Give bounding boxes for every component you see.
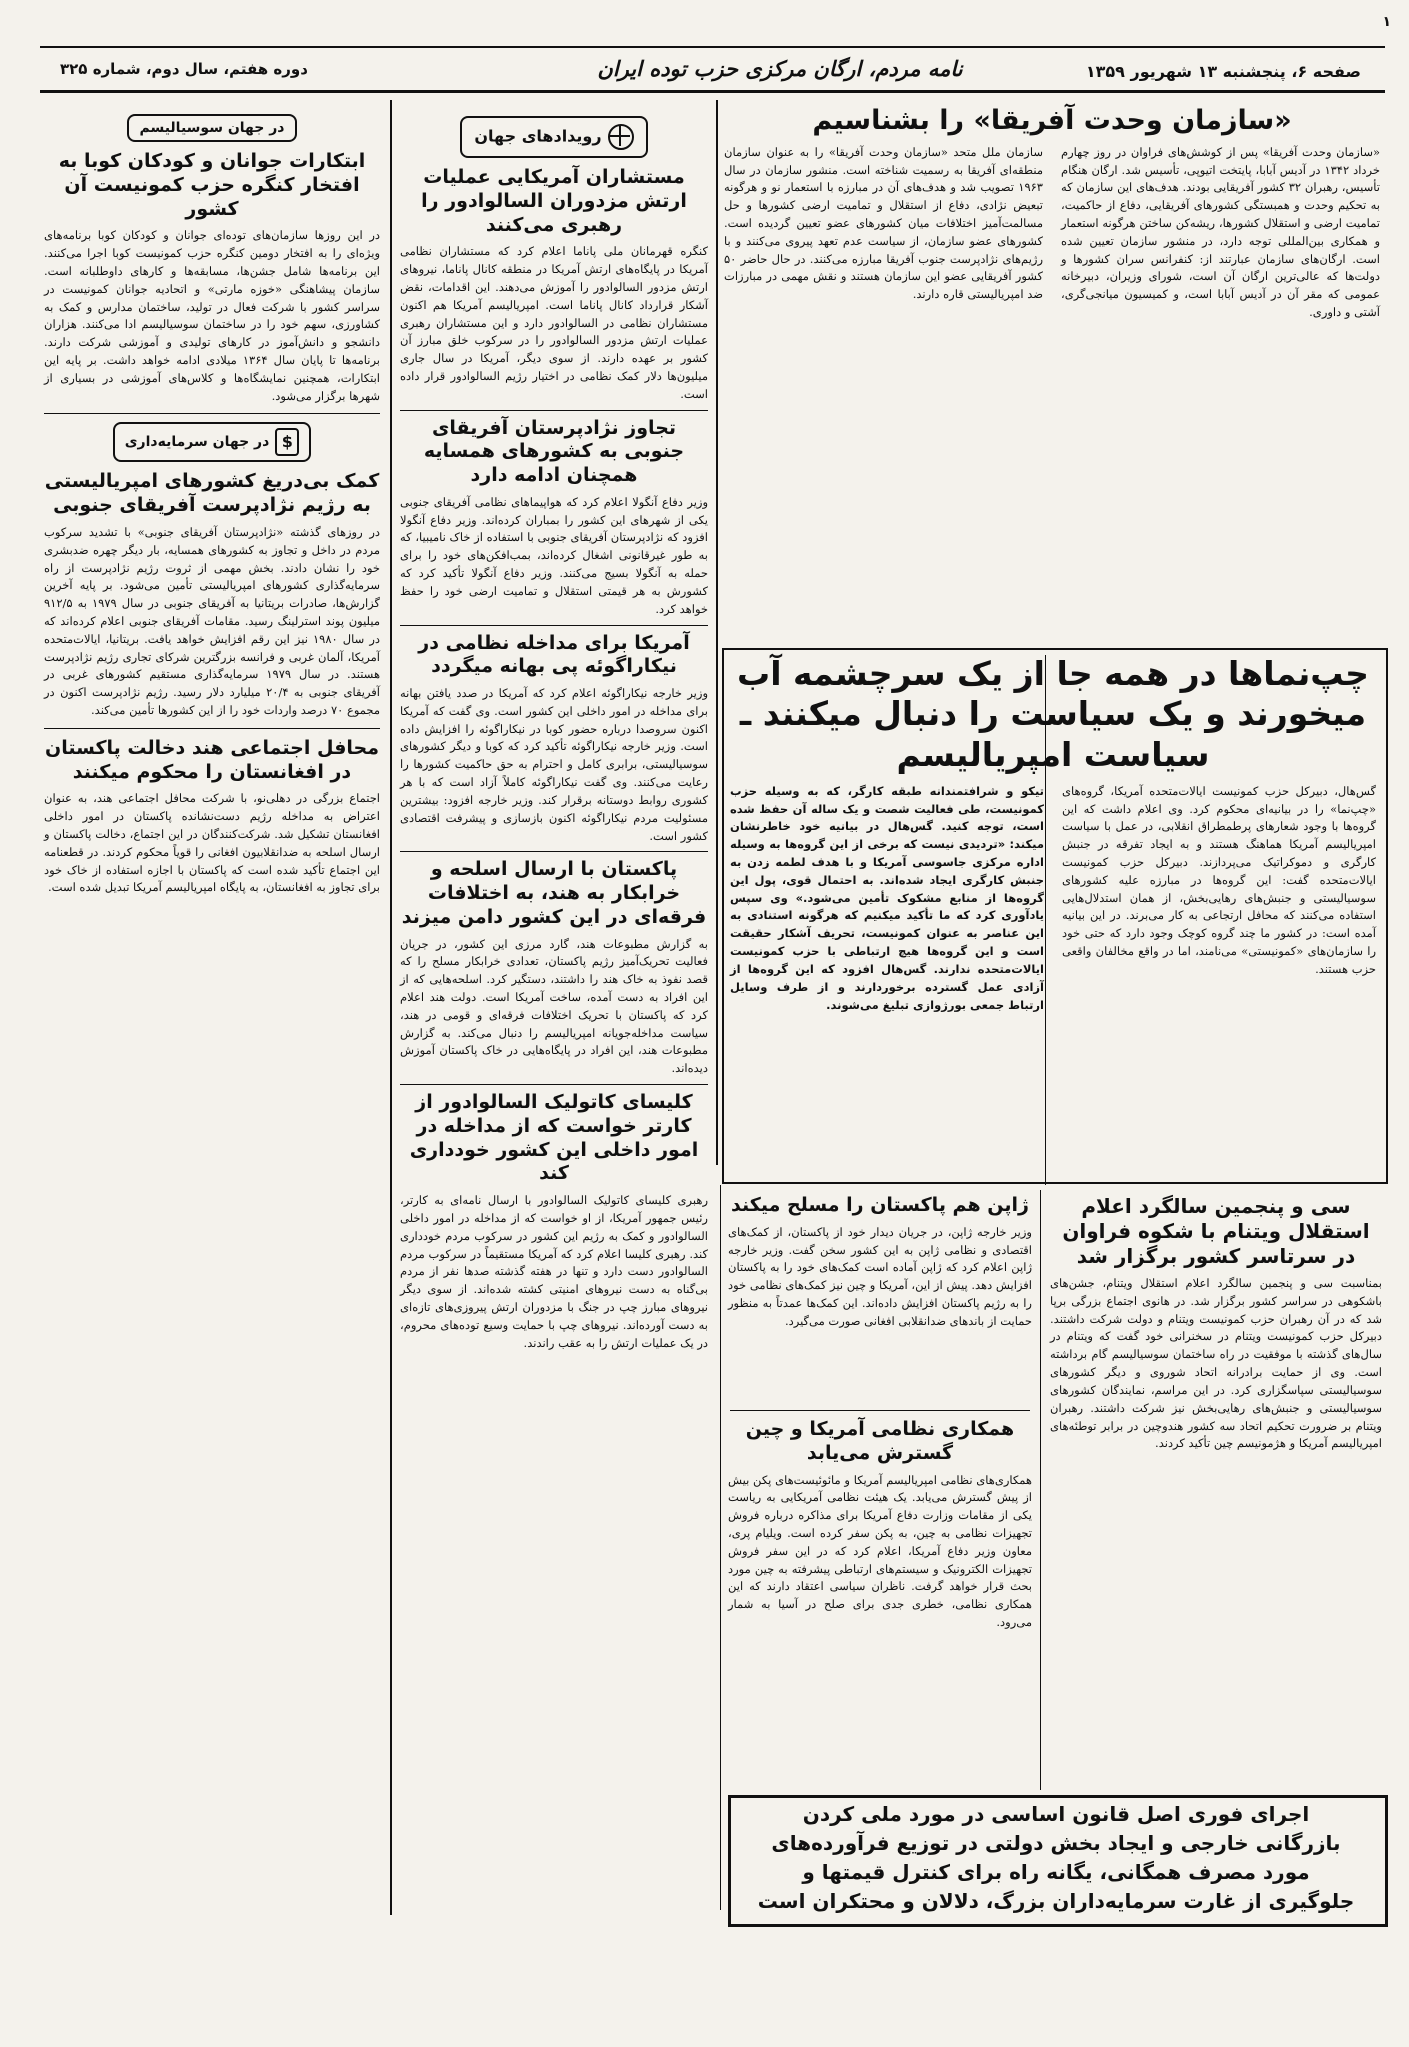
angola-title: تجاوز نژادپرستان آفریقای جنوبی به کشورهای همسایه همچنان ادامه دارد — [423, 416, 685, 487]
vietnam-title: سی و پنجمین سالگرد اعلام استقلال ویتنام با شکوه فراوان در سرتاسر کشور برگزار شد — [1062, 1194, 1370, 1268]
s-africa-aid-body: در روزهای گذشته «نژادپرستان آفریقای جنوبی» با تشدید سرکوب مردم در داخل و تجاوز به کشورهای همسایه، بار دیگر چهره ضدبشری خود را نشان دادند. بخش مهمی از ثروت رژیم نژادپرست از راه سرمایه‌گذاری کشورهای امپریالیستی تأمین می‌شود. بر پایه آخرین گزارش‌ها، صادرات بریتانیا به آفریقای جنوبی در سال ۱۹۷۹ به ۹۱۲/۵ میلیون پوند استرلینگ رسید. مقامات آفریقای جنوبی اعلام کرده‌اند که در سال ۱۹۸۰ نیز این رقم افزایش خواهد یافت. بریتانیا، ایالات‌متحده آمریکا، آلمان غربی و فرانسه بزرگترین شرکای تجاری رژیم نژادپرست هستند. در سال ۱۹۷۹ سرمایه‌گذاری مستقیم کشورهای غربی در آفریقای جنوبی به ۲۰/۴ میلیارد دلار رسید. رژیم نژادپرست اکنون در مجموع ۷۰ درصد واردات خود را از این کشورها تأمین می‌کند. — [44, 524, 381, 717]
slogan-line: جلوگیری از غارت سرمایه‌داران بزرگ، دلالان و محتکران است — [757, 1889, 1355, 1913]
capitalism-section-label: در جهان سرمایه‌داری — [124, 434, 270, 451]
column-divider — [716, 100, 718, 1165]
leftists-col-right: گس‌هال، دبیرکل حزب کمونیست ایالات‌متحده آمریکا، گروه‌های «چپ‌نما» را در بیانیه‌ای محکوم کرد. وی اعلام داشت که این گروه‌ها با وجود شعارهای پرطمطراق انقلابی، در عمل با سیاست امپریالیسم آمریکا هماهنگ هستند و به ایجاد تفرقه در جنبش کارگری و دموکراتیک می‌پردازند. دبیرکل حزب کمونیست ایالات‌متحده گفت: این گروه‌ها در مبارزه علیه کشورهای سوسیالیستی و جنبش‌های رهایی‌بخش، از همان استدلال‌هایی استفاده می‌کنند که محافل ارتجاعی به کار می‌برند. در این بیانیه آمده است: در کشور ما چند گروه کوچک وجود دارد که حتی خود را سازمان‌های «کمونیستی» می‌نامند، اما در واقع مخالفان واقعی حزب هستند. — [1062, 783, 1376, 976]
cia-body: کنگره قهرمانان ملی پاناما اعلام کرد که مستشاران نظامی آمریکا در پایگاه‌های ارتش آمریکا در منطقه کانال پاناما، نیروهای ارتش مزدور السالوادور را آموزش می‌دهند. این اقدامات، نقض آشکار قرارداد کانال پاناما است. امپریالیسم آمریکا هم اکنون مستشاران نظامی در السالوادور دارد و این مستشاران رهبری عملیات ارتش مزدور السالوادور را در سرکوب خلق مبارز آن کشور بر عهده دارند. از سوی دیگر، آمریکا در سال جاری میلیون‌ها دلار کمک نظامی در اختیار رژیم السالوادور قرار داده است. — [400, 244, 708, 401]
leftists-article — [728, 652, 1378, 1176]
newspaper-name: نامه مردم، ارگان مرکزی حزب توده ایران — [597, 56, 963, 81]
us-china-title: همکاری نظامی آمریکا و چین گسترش می‌یابد — [745, 1418, 1015, 1464]
left-column — [42, 110, 382, 1910]
cuba-title: ابتکارات جوانان و کودکان کوبا به افتخار کنگره حزب کمونیست آن کشور — [58, 150, 366, 220]
leftists-title: چپ‌نماها در همه جا از یک سرچشمه آب میخورند و یک سیاست را دنبال میکنند ـ سیاست امپریالیسم — [737, 654, 1369, 774]
globe-icon — [608, 124, 634, 150]
oau-title: «سازمان وحدت آفریقا» را بشناسیم — [812, 105, 1292, 136]
vietnam-body: بمناسبت سی و پنجمین سالگرد اعلام استقلال ویتنام، جشن‌های باشکوهی در سراسر کشور برگزار شد. در هانوی اجتماع بزرگی برپا شد که در آن رهبران حزب کمونیست ویتنام و دولت شرکت داشتند. دبیرکل حزب کمونیست ویتنام در سخنرانی خود گفت که ویتنام در سال‌های گذشته با موفقیت در راه ساختمان سوسیالیسم گام برداشته است. وی از حمایت برادرانه اتحاد شوروی و دیگر کشورهای سوسیالیستی سپاسگزاری کرد. در این مراسم، نمایندگان کشورهای سوسیالیستی و جنبش‌های رهایی‌بخش نیز شرکت داشتند. رهبران ویتنام بر ضرورت تحکیم اتحاد سه کشور هندوچین در برابر توطئه‌های امپریالیسم آمریکا و هژمونیسم چین تأکید کردند. — [1050, 1276, 1382, 1451]
slogan-line: بازرگانی خارجی و ایجاد بخش دولتی در توزیع فرآورده‌های — [771, 1831, 1341, 1855]
japan-title: ژاپن هم پاکستان را مسلح میکند — [731, 1194, 1029, 1216]
pakistan-india-body: به گزارش مطبوعات هند، گارد مرزی این کشور، در جریان فعالیت تحریک‌آمیز رژیم پاکستان، تعدادی خرابکار مسلح را که قصد نفوذ به خاک هند را داشتند، دستگیر کرد. اسلحه‌هایی که از این افراد به دست آمده، ساخت آمریکا است. دولت هند اعلام کرد که پاکستان با تحریک اختلافات فرقه‌ای و قومی در هند، سیاست مداخله‌جویانه امپریالیسم را دنبال می‌کند. به گزارش مطبوعات هند، این افراد در پایگاه‌هایی در خاک پاکستان آموزش دیده‌اند. — [400, 936, 708, 1076]
issue-info: دوره هفتم، سال دوم، شماره ۳۲۵ — [60, 60, 308, 78]
oau-col-left: سازمان ملل متحد «سازمان وحدت آفریقا» را به عنوان سازمان منطقه‌ای آفریقا به رسمیت شناخته است. منشور سازمان در سال ۱۹۶۳ تصویب شد و هدف‌های آن در مبارزه با استعمار نو و هرگونه تبعیض نژادی، دفاع از استقلال و تمامیت ارضی کشورها و حل مسالمت‌آمیز اختلافات میان کشورهای عضو تعیین گردیده است. کشورهای عضو سازمان، از سیاست عدم تعهد پیروی می‌کنند و با رژیم‌های نژادپرست جنوب آفریقا مبارزه می‌کنند. در حال حاضر ۵۰ کشور آفریقایی عضو این سازمان هستند و نقش مهمی در مبارزات ضد امپریالیستی قاره دارند. — [724, 144, 1043, 302]
oau-col-right: «سازمان وحدت آفریقا» پس از کوشش‌های فراوان در روز چهارم خرداد ۱۳۴۲ در آدیس آبابا، پایتخت اتیوپی، تأسیس شد. ارگان هنگام تأسیس، رهبران ۳۲ کشور آفریقایی بودند. هدف‌های این سازمان که به تحکیم وحدت و همبستگی کشورهای آفریقایی، دفاع از حاکمیت، تمامیت ارضی و استقلال کشورها، ریشه‌کن ساختن هرگونه استعمار و همکاری بین‌المللی توجه دارد، در منشور سازمان تعیین شده است. ارگان‌های سازمان عبارتند از: کنفرانس سران کشورها و دولت‌ها که عالی‌ترین ارگان آن است، شورای وزیران، دبیرخانه عمومی که مقر آن در آدیس آبابا است، و کمیسیون میانجی‌گری، آشتی و داوری. — [1061, 144, 1380, 320]
capitalism-section-badge — [113, 422, 312, 462]
masthead-rule-top — [40, 46, 1385, 48]
salvador-church-title: کلیسای کاتولیک السالوادور از کارتر خواست که از مداخله در امور داخلی این کشور خودداری کند — [409, 1091, 699, 1185]
coin-icon: $ — [275, 428, 299, 456]
article-divider — [730, 1410, 1030, 1411]
afghanistan-body: اجتماع بزرگی در دهلی‌نو، با شرکت محافل اجتماعی هند، به عنوان اعتراض به مداخله رژیم دست‌نشانده پاکستان در امور داخلی افغانستان تشکیل شد. شرکت‌کنندگان در این اجتماع، دخالت پاکستان و ارسال اسلحه به ضدانقلابیون افغانی را قویاً محکوم کردند. در قطعنامه این اجتماع تأکید شده است که پاکستان با اجازه استفاده از خاک خود برای تجاوز به افغانستان، به پایگاه امپریالیسم آمریکا تبدیل شده است. — [44, 791, 380, 895]
events-section-badge — [460, 116, 647, 158]
column-divider — [720, 1185, 721, 1910]
nicaragua-body: وزیر خارجه نیکاراگوئه اعلام کرد که آمریکا در صدد یافتن بهانه برای مداخله در امور داخلی این کشور است. وی گفت که آمریکا اکنون سروصدا درباره حضور کوبا در نیکاراگوئه را افزایش داده است. وزیر خارجه نیکاراگوئه تأکید کرد که کوبا و دیگر کشورهای سوسیالیستی، برابری کامل و احترام به حق حاکمیت کشورها را رعایت می‌کنند. وی گفت نیکاراگوئه کاملاً آزاد است که با هر کشوری روابط دوستانه برقرار کند. وزیر خارجه افزود: بیشترین مسئولیت مردم نیکاراگوئه اکنون بازسازی و پیشرفت اقتصادی کشور است. — [400, 686, 708, 843]
oau-article — [722, 100, 1382, 640]
salvador-church-body: رهبری کلیسای کاتولیک السالوادور با ارسال نامه‌ای به کارتر، رئیس جمهور آمریکا، از او خواست که از مداخله در امور داخلی السالوادور و کمک به رژیم این کشور در سرکوب مردم خودداری کند. رهبری کلیسا اعلام کرد که آمریکا مستقیماً در سرکوب مردم السالوادور دست دارد و تنها در هفته گذشته صدها نفر از مردم بی‌گناه به دست نیروهای امنیتی کشته شده‌اند. از سوی دیگر نیروهای مبارز چپ در جنگ با مزدوران ارتش پیروزی‌های تازه‌ای به دست آورده‌اند. نیروهای چپ با حمایت وسیع توده‌های محروم، در یک عملیات ارتش را به عقب راندند. — [400, 1193, 708, 1350]
japan-article — [726, 1190, 1034, 1405]
page-date: صفحه ۶، پنجشنبه ۱۳ شهریور ۱۳۵۹ — [1085, 62, 1361, 81]
slogan-line: اجرای فوری اصل قانون اساسی در مورد ملی کردن — [802, 1802, 1310, 1826]
slogan-text — [736, 1800, 1376, 1918]
cia-title: مستشاران آمریکایی عملیات ارتش مزدوران السالوادور را رهبری می‌کنند — [421, 166, 687, 236]
us-china-article — [726, 1414, 1034, 1789]
events-section-label: رویدادهای جهان — [474, 126, 602, 146]
leftists-col-left: تیکو و شرافتمندانه طبقه کارگر، که به وسیله حزب کمونیست، طی فعالیت شصت و یک ساله آن حفظ شده است، توجه کنید. گس‌هال در بیانیه خود خاطرنشان میکند: «تردیدی نیست که برخی از این گروه‌ها به وسیله اداره مرکزی جاسوسی آمریکا و با هدف لطمه زدن به جنبش کارگری ایجاد شده‌اند. به احتمال قوی، پول این گروه‌ها از منابع مشکوک تأمین می‌شود.» وی سپس یادآوری کرد که ما تأکید میکنیم که هرگونه استنادی به این عناصر به عنوان کمونیست، تحریف آشکار حقیقت است و این گروه‌ها هیچ ارتباطی با حزب کمونیست ایالات‌متحده ندارند. گس‌هال افزود که این گروه‌ها از آزادی عمل گسترده برخوردارند و از طرف وسایل ارتباط جمعی بورژوازی تبلیغ می‌شوند. — [730, 783, 1044, 1012]
us-china-body: همکاری‌های نظامی امپریالیسم آمریکا و مائوئیست‌های پکن بیش از پیش گسترش می‌یابد. یک هیئت نظامی آمریکایی به ریاست یکی از مقامات وزارت دفاع آمریکا برای مذاکره درباره فروش تجهیزات نظامی به چین، به پکن سفر کرده است. ویلیام پری، معاون وزیر دفاع آمریکا، اعلام کرد که در این سفر فروش تجهیزات الکترونیک و سیستم‌های ارتباطی پیشرفته به چین مورد بحث قرار خواهد گرفت. ناظران سیاسی اعتقاد دارند که این همکاری نظامی، خطری جدی برای صلح در آسیا به شمار می‌رود. — [728, 1472, 1032, 1629]
page-number: ۱ — [1382, 14, 1391, 30]
s-africa-aid-title: کمک بی‌دریغ کشورهای امپریالیستی به رژیم نژادپرست آفریقای جنوبی — [44, 470, 380, 517]
events-column — [398, 110, 710, 1910]
afghanistan-title: محافل اجتماعی هند دخالت پاکستان در افغانستان را محکوم میکنند — [45, 736, 379, 783]
pakistan-india-title: پاکستان با ارسال اسلحه و خرابکار به هند، به اختلافات فرقه‌ای در این کشور دامن میزند — [401, 858, 707, 928]
angola-body: وزیر دفاع آنگولا اعلام کرد که هواپیماهای نظامی آفریقای جنوبی یکی از شهرهای این کشور را بمباران کرده‌اند. وزیر دفاع آنگولا افزود که نژادپرستان آفریقای جنوبی با استفاده از خاک نامیبیا، که به طور غیرقانونی اشغال کرده‌اند، بمب‌افکن‌های خود را برای حمله به آنگولا بسیج می‌کنند. وزیر دفاع آنگولا تأکید کرد که کشورش به هر قیمتی استقلال و تمامیت ارضی خود را حفظ خواهد کرد. — [400, 494, 708, 616]
cuba-body: در این روزها سازمان‌های توده‌ای جوانان و کودکان کوبا برنامه‌های ویژه‌ای را به افتخار دومین کنگره حزب کمونیست کوبا اجرا می‌کنند. این برنامه‌ها شامل جشن‌ها، مسابقه‌ها و کارهای داوطلبانه است. سازمان پیشاهنگی «خوزه مارتی» و اتحادیه جوانان کمونیست در سراسر کشور با شرکت فعال در تولید، ساختمان مدارس و کمک به کشاورزی، سهم خود را در ساختمان سوسیالیسم ادا می‌کنند. هزاران دانشجو و دانش‌آموز در کارهای تولیدی و آموزشی شرکت دارند. برنامه‌ها تا پایان سال ۱۳۶۴ میلادی ادامه خواهد داشت. بر پایه این ابتکارات، همچنین نمایشگاه‌ها و کلاس‌های آموزشی در بسیاری از شهرها برگزار می‌شود. — [44, 228, 380, 403]
nicaragua-title: آمریکا برای مداخله نظامی در نیکاراگوئه پی بهانه میگردد — [418, 631, 690, 678]
column-divider — [1040, 1190, 1041, 1790]
vietnam-article — [1048, 1190, 1384, 1780]
socialism-section-badge: در جهان سوسیالیسم — [127, 114, 296, 142]
column-divider — [390, 100, 392, 1915]
japan-body: وزیر خارجه ژاپن، در جریان دیدار خود از پاکستان، از کمک‌های اقتصادی و نظامی ژاپن به این کشور سخن گفت. وزیر خارجه ژاپن اعلام کرد که ژاپن آماده است کمک‌های خود را به پاکستان افزایش دهد. پیش از این، آمریکا و چین نیز کمک‌های نظامی خود را به رژیم پاکستان افزایش داده‌اند. این کمک‌ها عمدتاً به منظور حمایت از باندهای ضدانقلابی افغانی صورت می‌گیرد. — [728, 1224, 1032, 1328]
masthead-rule-bottom — [40, 90, 1385, 93]
slogan-line: مورد مصرف همگانی، یگانه راه برای کنترل قیمتها و — [802, 1860, 1310, 1884]
